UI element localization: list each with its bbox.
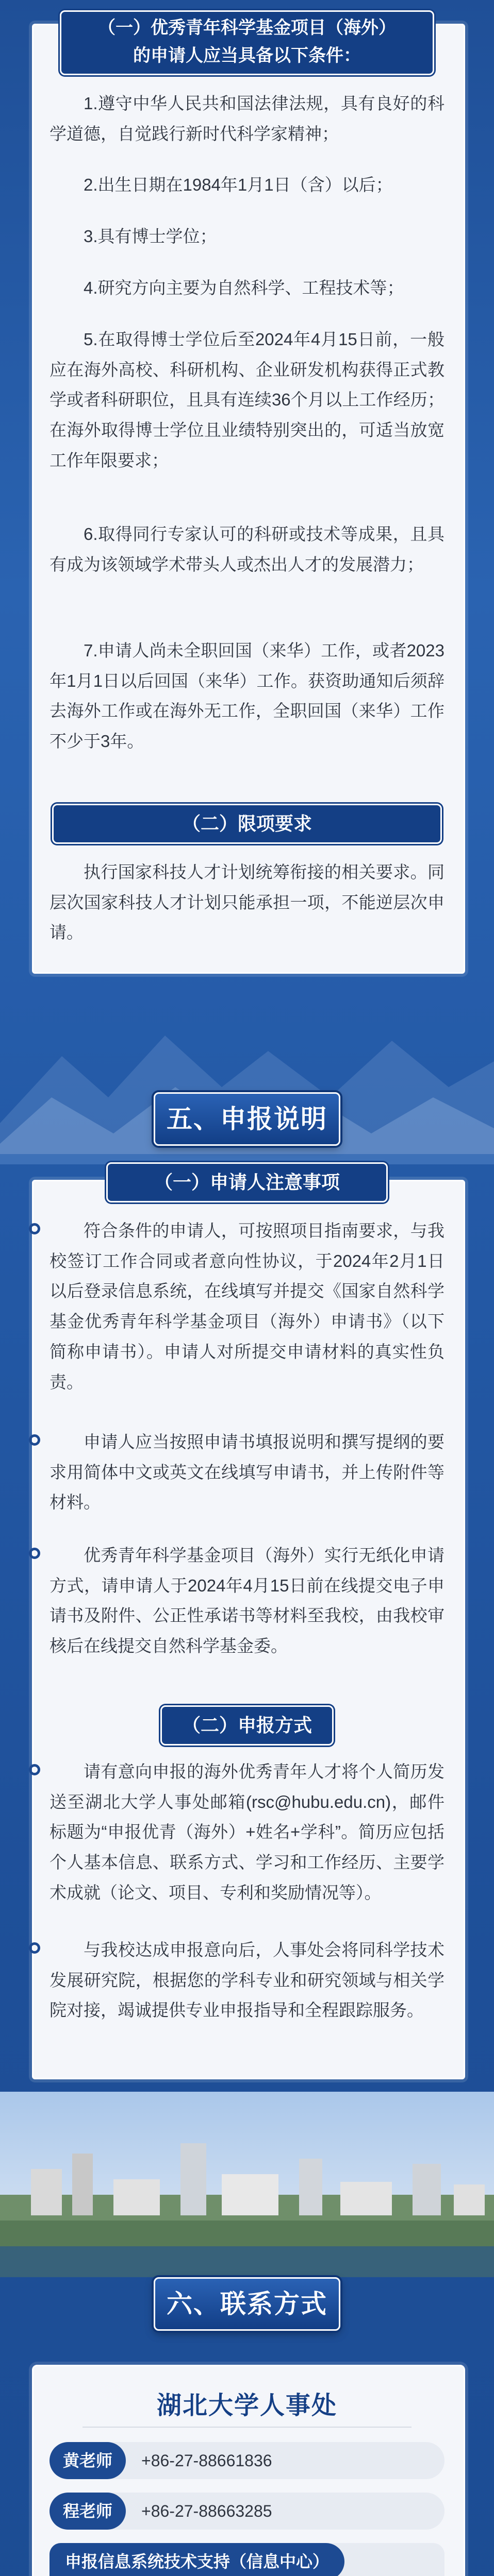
method-item-1: 请有意向申报的海外优秀青年人才将个人简历发送至湖北大学人事处邮箱(rsc@hubu.edu.cn)，邮件标题为“申报优青（海外）+姓名+学科”。简历应包括个人基本信息、联系方式、学习和工作经历、主要学术成就（论文、项目、专利和奖励情况等）。 — [50, 1757, 444, 1908]
requirement-item-2: 2.出生日期在1984年1月1日（含）以后； — [84, 175, 393, 194]
requirements-title-line1: （一）优秀青年科学基金项目（海外） — [98, 18, 396, 38]
contact-phone-huang[interactable]: +86-27-88661836 — [141, 2451, 272, 2470]
contact-label-cheng: 程老师 — [50, 2493, 126, 2530]
support-box — [50, 2543, 444, 2576]
contact-phone-cheng[interactable]: +86-27-88663285 — [141, 2502, 272, 2520]
notice-item-1: 符合条件的申请人，可按照项目指南要求，与我校签订工作合同或者意向性协议，于2024年2月1日以后登录信息系统，在线填写并提交《国家自然科学基金优秀青年科学基金项目（海外）申请书》（以下简称申请书）。申请人对所提交申请材料的真实性负责。 — [50, 1216, 444, 1397]
requirements-title-line2: 的申请人应当具备以下条件： — [133, 46, 361, 65]
requirement-item-4: 4.研究方向主要为自然科学、工程技术等； — [84, 278, 404, 297]
requirement-item-6: 6.取得同行专家认可的科研或技术等成果，且具有成为该领域学术带头人或杰出人才的发展潜力； — [50, 524, 444, 574]
limit-title: （二）限项要求 — [52, 804, 442, 844]
requirement-item-7: 7.申请人尚未全职回国（来华）工作，或者2023年1月1日以后回国（来华）工作。获资助通知后须辞去海外工作或在海外无工作，全职回国（来华）工作不少于3年。 — [50, 641, 444, 751]
contact-org-title: 湖北大学人事处 — [156, 2392, 337, 2419]
title-divider — [83, 2427, 411, 2428]
ring-icon — [29, 1764, 40, 1775]
limit-text: 执行国家科技人才计划统筹衔接的相关要求。同层次国家科技人才计划只能承担一项，不能逆层次申请。 — [50, 862, 444, 942]
section5-banner: 五、申报说明 — [154, 1092, 340, 1146]
support-label: 申报信息系统技术支持（信息中心） — [50, 2543, 344, 2576]
campus-aerial-image — [0, 2092, 494, 2277]
method-title: （二）申报方式 — [160, 1705, 334, 1745]
contact-row-cheng — [50, 2493, 444, 2530]
method-item-2: 与我校达成申报意向后，人事处会将同科学技术发展研究院，根据您的学科专业和研究领域与相关学院对接，竭诚提供专业申报指导和全程跟踪服务。 — [50, 1935, 444, 2026]
contact-row-huang — [50, 2442, 444, 2479]
section6-banner: 六、联系方式 — [154, 2277, 340, 2331]
requirements-title — [60, 10, 434, 75]
requirement-item-5: 5.在取得博士学位后至2024年4月15日前，一般应在海外高校、科研机构、企业研发机构获得正式教学或者科研职位，且具有连续36个月以上工作经历；在海外取得博士学位且业绩特别突出的，可适当放宽工作年限要求； — [50, 330, 444, 470]
ring-icon — [29, 1548, 40, 1559]
ring-icon — [29, 1942, 40, 1954]
contact-label-huang: 黄老师 — [50, 2442, 126, 2479]
notice-item-2: 申请人应当按照申请书填报说明和撰写提纲的要求用简体中文或英文在线填写申请书，并上传附件等材料。 — [50, 1427, 444, 1518]
requirement-item-3: 3.具有博士学位； — [84, 227, 217, 246]
ring-icon — [29, 1223, 40, 1234]
ring-icon — [29, 1434, 40, 1446]
notice-item-3: 优秀青年科学基金项目（海外）实行无纸化申请方式，请申请人于2024年4月15日前在线提交电子申请书及附件、公正性承诺书等材料至我校，由我校审核后在线提交自然科学基金委。 — [50, 1540, 444, 1662]
notice-title: （一）申请人注意事项 — [106, 1162, 388, 1202]
requirement-item-1: 1.遵守中华人民共和国法律法规，具有良好的科学道德，自觉践行新时代科学家精神； — [50, 94, 444, 143]
